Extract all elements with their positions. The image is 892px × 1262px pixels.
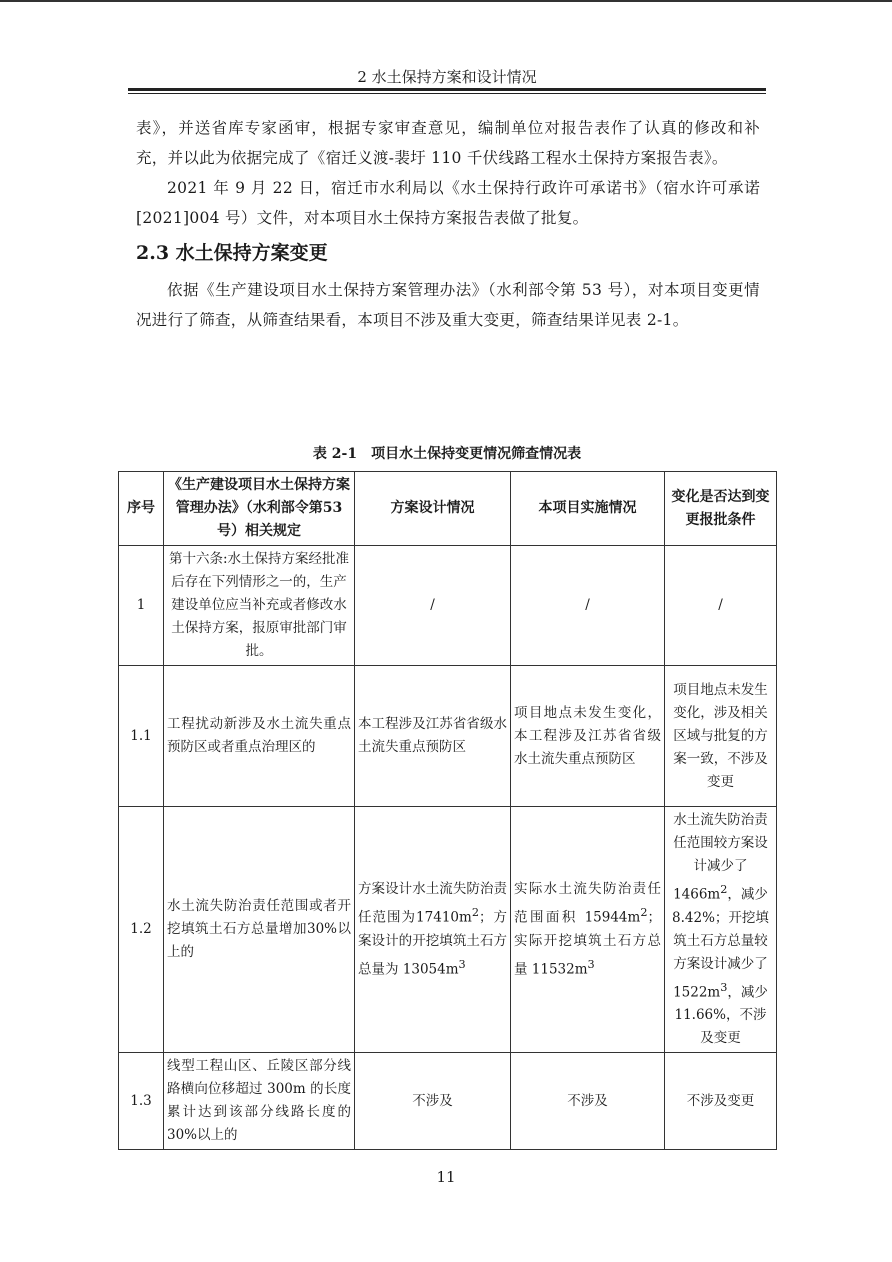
cell-actual (511, 807, 665, 1053)
header-actual: 本项目实施情况 (511, 472, 665, 546)
header-design: 方案设计情况 (355, 472, 511, 546)
actual-sup-2: 3 (587, 957, 595, 971)
cell-no: 1 (119, 546, 164, 666)
design-text-a: 方案设计水土流失防治责任范围为17410m (358, 881, 507, 926)
page-number: 11 (436, 1168, 456, 1186)
cell-actual: / (511, 546, 665, 666)
cell-rule: 工程扰动新涉及水土流失重点预防区或者重点治理区的 (164, 666, 355, 807)
conclusion-text-c: ，减少 11.66%，不涉及变更 (674, 984, 768, 1046)
header-conclusion: 变化是否达到变更报批条件 (665, 472, 777, 546)
cell-conclusion (665, 807, 777, 1053)
page-top-border (0, 0, 892, 2)
table-row (119, 807, 777, 1053)
conclusion-text-a: 水土流失防治责任范围较方案设计减少了1466m (673, 812, 768, 903)
body-text (136, 113, 760, 335)
cell-rule: 线型工程山区、丘陵区部分线路横向位移超过 300m 的长度累计达到该部分线路长度的 30%以上的 (164, 1053, 355, 1150)
header-rule-thin (128, 93, 766, 94)
running-header: 2 水土保持方案和设计情况 (357, 68, 537, 86)
conclusion-sup-1: 2 (720, 883, 728, 896)
paragraph-1: 表》，并送省库专家函审，根据专家审查意见，编制单位对报告表作了认真的修改和补充，并以此为依据完成了《宿迁义渡-裴圩 110 千伏线路工程水土保持方案报告表》。 (136, 119, 760, 167)
cell-no: 1.1 (119, 666, 164, 807)
cell-design: / (355, 546, 511, 666)
header-rule: 《生产建设项目水土保持方案管理办法》（水利部令第53号）相关规定 (164, 472, 355, 546)
conclusion-text-b: ，减少8.42%；开挖填筑土石方总量较方案设计减少了 1522m (672, 886, 769, 1000)
actual-sup-1: 2 (640, 906, 648, 919)
cell-no: 1.3 (119, 1053, 164, 1150)
table-row (119, 1053, 777, 1150)
cell-conclusion: 不涉及变更 (665, 1053, 777, 1150)
actual-text-b: ；实际开挖填筑土石方总量 11532m (514, 909, 661, 977)
cell-rule: 第十六条:水土保持方案经批准后存在下列情形之一的，生产建设单位应当补充或者修改水土保持方案，报原审批部门审批。 (164, 546, 355, 666)
header-no: 序号 (119, 472, 164, 546)
cell-conclusion: 项目地点未发生变化，涉及相关区域与批复的方案一致，不涉及变更 (665, 666, 777, 807)
conclusion-sup-2: 3 (720, 980, 728, 994)
design-sup-1: 2 (471, 906, 479, 919)
cell-actual: 项目地点未发生变化，本工程涉及江苏省省级水土流失重点预防区 (511, 666, 665, 807)
actual-text-a: 实际水土流失防治责任范围面积 15944m (514, 881, 661, 926)
section-heading: 2.3 水土保持方案变更 (136, 242, 328, 264)
table-row (119, 546, 777, 666)
cell-no: 1.2 (119, 807, 164, 1053)
cell-design: 不涉及 (355, 1053, 511, 1150)
paragraph-2: 2021 年 9 月 22 日，宿迁市水利局以《水土保持行政许可承诺书》（宿水许可承诺[2021]004 号）文件，对本项目水土保持方案报告表做了批复。 (136, 179, 760, 227)
cell-rule: 水土流失防治责任范围或者开挖填筑土石方总量增加30%以上的 (164, 807, 355, 1053)
table-header-row (119, 472, 777, 546)
header-rule-thick (128, 88, 766, 91)
design-sup-2: 3 (458, 957, 466, 971)
table-row (119, 666, 777, 807)
paragraph-3: 依据《生产建设项目水土保持方案管理办法》（水利部令第 53 号），对本项目变更情况进行了筛查，从筛查结果看，本项目不涉及重大变更，筛查结果详见表 2-1。 (136, 281, 760, 329)
change-screening-table (118, 471, 777, 1150)
cell-design (355, 807, 511, 1053)
cell-conclusion: / (665, 546, 777, 666)
table-caption: 表 2-1 项目水土保持变更情况筛查情况表 (312, 446, 582, 462)
design-text-b: ；方案设计的开挖填筑土石方总量为 13054m (358, 909, 507, 977)
cell-actual: 不涉及 (511, 1053, 665, 1150)
cell-design: 本工程涉及江苏省省级水土流失重点预防区 (355, 666, 511, 807)
